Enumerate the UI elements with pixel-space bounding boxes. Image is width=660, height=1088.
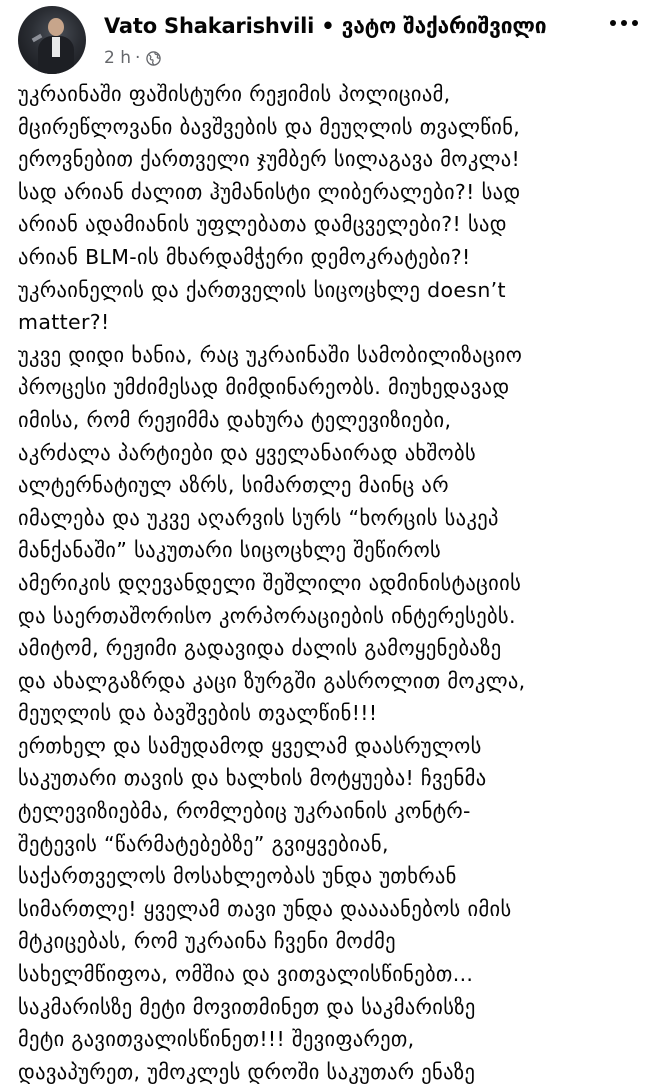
avatar-figure-shirt (52, 37, 60, 57)
post-paragraph: უკრაინაში ფაშისტური რეჟიმის პოლიციამ, მცირეწლოვანი ბავშვების და მეუღლის თვალწინ, ეროვნებით ქართველი ჯუმბერ სილაგავა მოკლა! სად არიან ძალით ჰუმანისტი ლიბერალები?! სად არიან ადამიანის უფლებათა დამცველები?! სად არიან BLM-ის მხარდამჭერი დემოკრატები?! უკრაინელის და ქართველის სიცოცხლე doesn’t matter?! (18, 82, 521, 335)
post-meta (104, 48, 161, 68)
avatar-figure-head (48, 18, 64, 36)
post-paragraph: უკვე დიდი ხანია, რაც უკრაინაში სამობილიზაციო პროცესი უმძიმესად მიმდინარეობს. მიუხედავად იმისა, რომ რეჟიმმა დახურა ტელევიზიები, აკრძალა პარტიები და ყველანაირად ახშობს ალტერნატიულ აზრს, სიმართლე მაინც არ იმალება და უკვე აღარვის სურს “ხორცის საკეპ მანქანაში” საკუთარი სიცოცხლე შეწიროს ამერიკის დღევანდელი შეშლილი ადმინისტაციის და საერთაშორისო კორპორაციების ინტერესებს. ამიტომ, რეჟიმი გადავიდა ძალის გამოყენებაზე და ახალგაზრდა კაცი ზურგში გასროლით მოკლა, მეუღლის და ბავშვების თვალწინ!!! (18, 342, 526, 726)
more-options-button[interactable] (610, 18, 638, 28)
meta-separator: · (135, 48, 141, 68)
more-options-icon-dot (632, 20, 638, 26)
author-name[interactable]: Vato Shakarishvili • ვატო შაქარიშვილი (104, 14, 547, 38)
post-time[interactable]: 2 h (104, 48, 131, 68)
post-body (18, 78, 646, 1088)
more-options-icon (610, 20, 616, 26)
author-avatar[interactable] (18, 6, 86, 74)
post-paragraph: ერთხელ და სამუდამოდ ყველამ დაასრულოს საკუთარი თავის და ხალხის მოტყუება! ჩვენმა ტელევიზიებმა, რომლებიც უკრაინის კონტრ- შეტევის “წარმატებებზე” გვიყვებიან, საქართველოს მოსახლეობას უნდა უთხრან სიმართლე! ყველამ თავი უნდა დაააანებოს იმის მტკიცებას, რომ უკრაინა ჩვენი მოძმე სახელმწიფოა, ომშია და ვითვალისწინებთ... საკმარისზე მეტი მოვითმინეთ და საკმარისზე მეტი გავითვალისწინეთ!!! შევიფარეთ, დავაპურეთ, უმოკლეს დროში საკუთარ ენაზე (18, 733, 512, 1084)
post-header (0, 0, 660, 86)
more-options-icon-dot (621, 20, 627, 26)
globe-icon[interactable] (146, 51, 161, 66)
